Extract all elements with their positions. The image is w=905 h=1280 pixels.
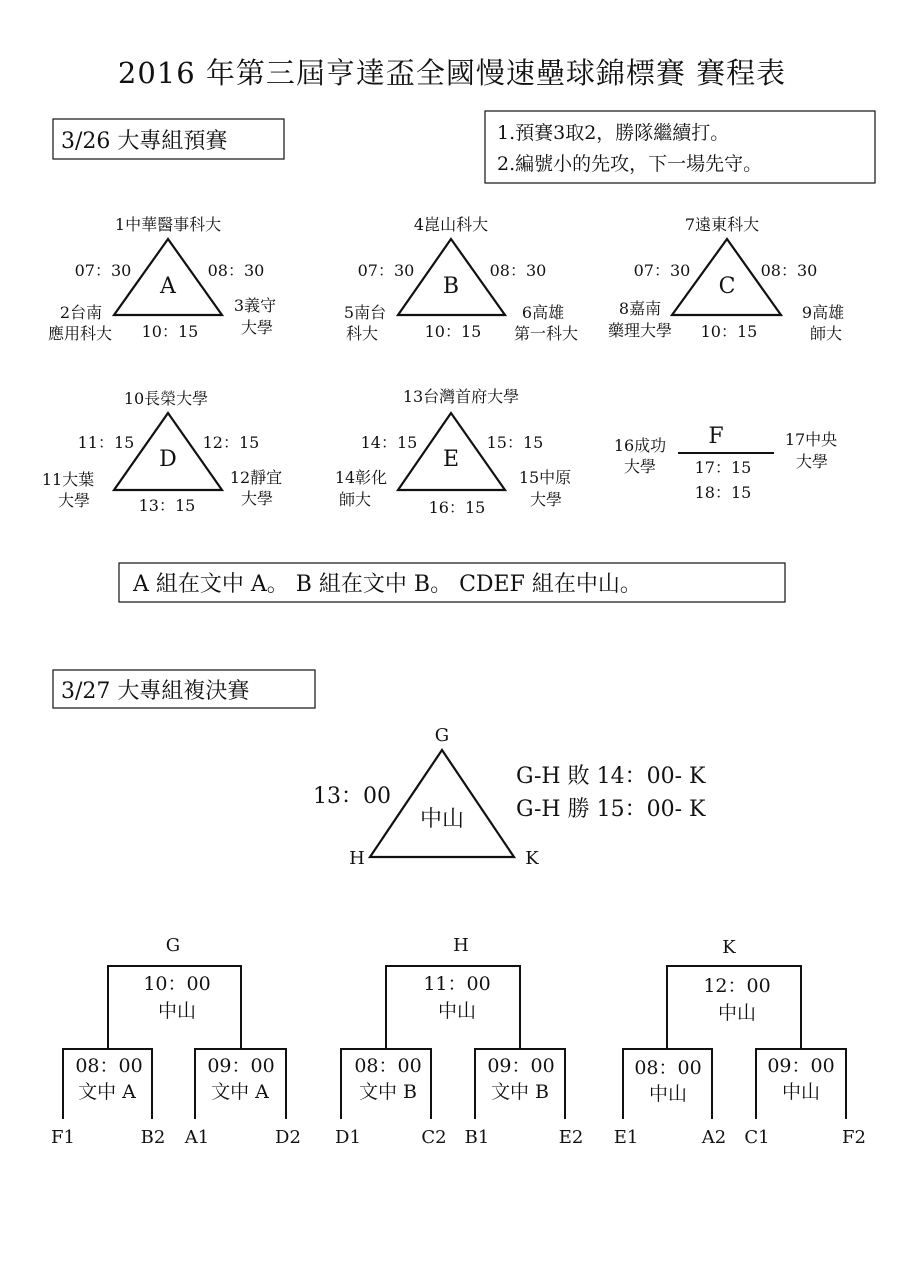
group-a-team-right-1: 3義守 bbox=[233, 296, 277, 315]
bracket-k-seed-1: E1 bbox=[613, 1127, 639, 1148]
bracket-g-game2-time: 09：00 bbox=[207, 1055, 275, 1077]
playoff-label: 3/27 大專組複決賽 bbox=[61, 679, 250, 704]
group-a-team-left-1: 2台南 bbox=[59, 303, 103, 322]
venue-note: A 組在文中 A。 B 組在文中 B。 CDEF 組在中山。 bbox=[133, 572, 642, 597]
bracket-k-game2-time: 09：00 bbox=[767, 1055, 835, 1077]
bracket-h bbox=[335, 935, 583, 1148]
bracket-g-seed-1: F1 bbox=[51, 1127, 75, 1148]
group-a bbox=[48, 215, 276, 343]
bracket-g-game2-venue: 文中 A bbox=[211, 1081, 269, 1103]
group-a-name: A bbox=[160, 274, 176, 299]
group-f-time-2: 18：15 bbox=[694, 483, 752, 502]
final-vertex-left: H bbox=[349, 848, 365, 869]
group-d-time-left: 11：15 bbox=[77, 433, 135, 452]
group-c-team-left-1: 8嘉南 bbox=[618, 299, 662, 318]
bracket-h-game2-venue: 文中 B bbox=[490, 1081, 550, 1103]
final-vertex-right: K bbox=[525, 848, 539, 869]
bracket-g-time: 10：00 bbox=[143, 973, 211, 995]
bracket-h-seed-1: D1 bbox=[335, 1127, 361, 1148]
group-c-team-right-1: 9高雄 bbox=[801, 303, 845, 322]
group-b-team-left-2: 科大 bbox=[345, 324, 379, 343]
group-e-team-left-1: 14彰化 bbox=[334, 468, 388, 487]
group-e-team-left-2: 師大 bbox=[338, 490, 372, 509]
group-d-team-right-1: 12靜宜 bbox=[229, 468, 283, 487]
bracket-h-label: H bbox=[453, 935, 469, 956]
group-a-team-right-2: 大學 bbox=[240, 318, 274, 337]
group-a-team-top: 1中華醫事科大 bbox=[114, 215, 222, 234]
final-triangle bbox=[370, 750, 514, 857]
group-d-name: D bbox=[159, 447, 177, 472]
group-b-team-top: 4崑山科大 bbox=[413, 215, 489, 234]
bracket-k bbox=[614, 937, 866, 1148]
group-a-time-left: 07：30 bbox=[74, 261, 132, 280]
group-c-time-left: 07：30 bbox=[633, 261, 691, 280]
group-b-time-left: 07：30 bbox=[357, 261, 415, 280]
final-venue: 中山 bbox=[419, 807, 465, 832]
group-f bbox=[614, 424, 837, 502]
group-d-team-right-2: 大學 bbox=[240, 489, 274, 508]
group-d bbox=[42, 389, 282, 515]
page-title: 2016 年第三屆亨達盃全國慢速壘球錦標賽 賽程表 bbox=[117, 56, 787, 90]
bracket-h-seed-2: C2 bbox=[421, 1127, 447, 1148]
group-e-team-top: 13台灣首府大學 bbox=[402, 387, 520, 406]
bracket-k-venue: 中山 bbox=[717, 1002, 757, 1024]
group-c bbox=[608, 215, 844, 343]
final-note-1: G-H 敗 14：00- K bbox=[516, 764, 706, 789]
group-c-team-right-2: 師大 bbox=[809, 324, 843, 343]
group-d-time-right: 12：15 bbox=[202, 433, 260, 452]
group-c-time-bottom: 10：15 bbox=[700, 322, 758, 341]
group-f-team-left-1: 16成功 bbox=[613, 436, 667, 455]
bracket-h-game2-time: 09：00 bbox=[487, 1055, 555, 1077]
final-vertex-top: G bbox=[434, 725, 450, 746]
bracket-k-seed-4: F2 bbox=[842, 1127, 866, 1148]
group-e-time-right: 15：15 bbox=[486, 433, 544, 452]
final-note-2: G-H 勝 15：00- K bbox=[516, 797, 706, 822]
group-a-time-right: 08：30 bbox=[207, 261, 265, 280]
group-e-team-right-1: 15中原 bbox=[518, 468, 572, 487]
group-d-time-bottom: 13：15 bbox=[138, 496, 196, 515]
group-f-team-right-2: 大學 bbox=[795, 452, 829, 471]
group-e-time-left: 14：15 bbox=[360, 433, 418, 452]
bracket-g-game1-time: 08：00 bbox=[75, 1055, 143, 1077]
group-f-team-left-2: 大學 bbox=[623, 457, 657, 476]
group-c-time-right: 08：30 bbox=[760, 261, 818, 280]
bracket-h-time: 11：00 bbox=[423, 973, 491, 995]
bracket-h-game1-time: 08：00 bbox=[354, 1055, 422, 1077]
group-f-time-1: 17：15 bbox=[694, 458, 752, 477]
bracket-g-seed-3: A1 bbox=[184, 1127, 210, 1148]
bracket-k-game1-venue: 中山 bbox=[648, 1083, 688, 1105]
bracket-g bbox=[51, 935, 301, 1148]
group-c-team-top: 7遠東科大 bbox=[684, 215, 760, 234]
bracket-k-game1-time: 08：00 bbox=[634, 1057, 702, 1079]
group-b-team-left-1: 5南台 bbox=[343, 303, 387, 322]
bracket-h-game1-venue: 文中 B bbox=[358, 1081, 418, 1103]
bracket-g-seed-4: D2 bbox=[275, 1127, 301, 1148]
group-b-name: B bbox=[442, 274, 460, 299]
group-f-team-right-1: 17中央 bbox=[784, 430, 838, 449]
bracket-k-time: 12：00 bbox=[703, 975, 771, 997]
rule-note-2: 2.編號小的先攻，下一場先守。 bbox=[497, 153, 763, 175]
bracket-h-seed-4: E2 bbox=[558, 1127, 584, 1148]
final-time: 13：00 bbox=[313, 784, 391, 809]
bracket-g-label: G bbox=[165, 935, 181, 956]
group-d-team-left-2: 大學 bbox=[57, 491, 91, 510]
group-f-name: F bbox=[708, 424, 724, 449]
bracket-g-game1-venue: 文中 A bbox=[78, 1081, 136, 1103]
bracket-g-seed-2: B2 bbox=[140, 1127, 166, 1148]
group-b-time-bottom: 10：15 bbox=[424, 322, 482, 341]
group-a-team-left-2: 應用科大 bbox=[47, 324, 113, 343]
group-e-time-bottom: 16：15 bbox=[428, 498, 486, 517]
bracket-h-seed-3: B1 bbox=[464, 1127, 490, 1148]
group-d-team-left-1: 11大葉 bbox=[41, 470, 95, 489]
prelim-label: 3/26 大專組預賽 bbox=[61, 129, 228, 154]
bracket-k-label: K bbox=[722, 937, 736, 958]
group-b-team-right-1: 6高雄 bbox=[521, 303, 565, 322]
group-b bbox=[344, 215, 578, 343]
group-e bbox=[335, 387, 571, 517]
group-e-name: E bbox=[442, 447, 460, 472]
rule-note-1: 1.預賽3取2，勝隊繼續打。 bbox=[497, 122, 730, 144]
bracket-g-venue: 中山 bbox=[157, 1000, 197, 1022]
group-b-team-right-2: 第一科大 bbox=[513, 324, 579, 343]
group-c-name: C bbox=[718, 274, 736, 299]
group-c-team-left-2: 藥理大學 bbox=[607, 321, 673, 340]
group-a-time-bottom: 10：15 bbox=[141, 322, 199, 341]
final-round bbox=[313, 725, 706, 869]
bracket-k-seed-3: C1 bbox=[744, 1127, 770, 1148]
bracket-k-seed-2: A2 bbox=[701, 1127, 727, 1148]
group-e-team-right-2: 大學 bbox=[529, 490, 563, 509]
group-d-team-top: 10長榮大學 bbox=[123, 389, 209, 408]
bracket-h-venue: 中山 bbox=[437, 1000, 477, 1022]
group-b-time-right: 08：30 bbox=[489, 261, 547, 280]
bracket-k-game2-venue: 中山 bbox=[781, 1081, 821, 1103]
